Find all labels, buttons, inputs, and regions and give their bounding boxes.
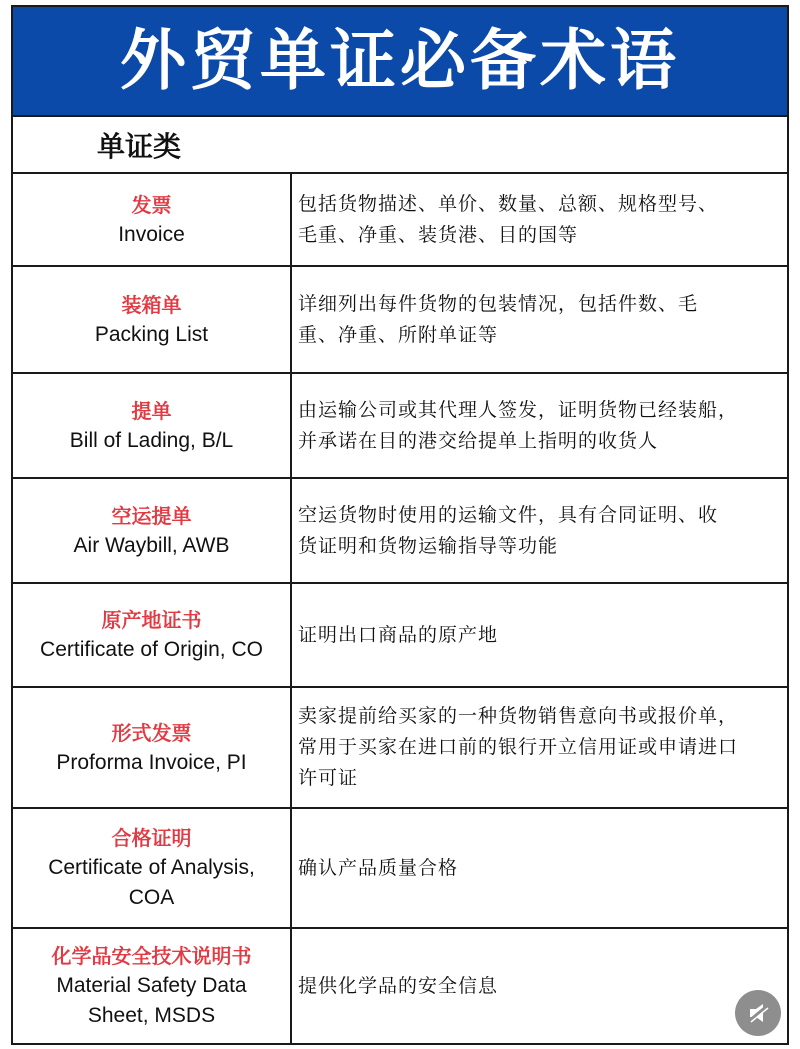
description-cell — [291, 583, 788, 687]
description-line: 证明出口商品的原产地 — [298, 623, 499, 646]
term-english: COA — [128, 886, 175, 909]
term-chinese: 提单 — [131, 398, 172, 423]
term-cell — [12, 928, 291, 1044]
term-cell — [12, 687, 291, 808]
description-line: 空运货物时使用的运输文件，具有合同证明、收 — [298, 503, 719, 526]
term-chinese: 化学品安全技术说明书 — [51, 944, 252, 968]
term-chinese: 空运提单 — [111, 503, 192, 528]
description-line: 确认产品质量合格 — [298, 856, 459, 879]
term-cell — [12, 478, 291, 583]
term-english: Bill of Lading, B/L — [69, 428, 234, 452]
term-english: Material Safety Data — [56, 974, 247, 997]
table-row — [12, 478, 788, 583]
description-cell — [291, 266, 788, 373]
table-row — [12, 928, 788, 1044]
term-cell — [12, 173, 291, 266]
page-title: 外贸单证必备术语 — [120, 22, 680, 99]
term-english: Certificate of Origin, CO — [40, 638, 263, 661]
description-cell — [291, 687, 788, 808]
table-row — [12, 266, 788, 373]
term-chinese: 原产地证书 — [101, 608, 202, 632]
table-row — [12, 583, 788, 687]
term-english: Certificate of Analysis, — [48, 856, 255, 879]
description-line: 详细列出每件货物的包装情况，包括件数、毛 — [298, 292, 699, 315]
description-line: 由运输公司或其代理人签发，证明货物已经装船， — [298, 398, 739, 421]
term-english: Air Waybill, AWB — [73, 533, 230, 557]
description-line: 许可证 — [298, 767, 359, 789]
description-cell — [291, 928, 788, 1044]
term-cell — [12, 808, 291, 928]
mute-button[interactable] — [735, 990, 781, 1036]
terms-table — [11, 172, 789, 1045]
description-line: 卖家提前给买家的一种货物销售意向书或报价单， — [298, 705, 739, 727]
term-english: Invoice — [118, 222, 185, 246]
term-cell — [12, 266, 291, 373]
description-line: 货证明和货物运输指导等功能 — [298, 534, 559, 557]
section-header — [11, 117, 789, 172]
description-line: 常用于买家在进口前的银行开立信用证或申请进口 — [298, 736, 739, 758]
description-line: 包括货物描述、单价、数量、总额、规格型号、 — [298, 192, 719, 215]
term-cell — [12, 373, 291, 478]
term-chinese: 发票 — [131, 192, 172, 217]
table-row — [12, 687, 788, 808]
term-english: Sheet, MSDS — [87, 1004, 216, 1027]
term-chinese: 合格证明 — [111, 826, 192, 850]
term-cell — [12, 583, 291, 687]
term-english: Packing List — [94, 322, 209, 346]
description-cell — [291, 478, 788, 583]
description-line: 提供化学品的安全信息 — [298, 974, 499, 997]
term-chinese: 形式发票 — [111, 720, 192, 745]
description-cell — [291, 808, 788, 928]
mute-speaker-icon — [745, 1000, 771, 1026]
description-cell — [291, 173, 788, 266]
section-title: 单证类 — [97, 129, 182, 163]
description-line: 重、净重、所附单证等 — [298, 323, 499, 346]
term-english: Proforma Invoice, PI — [56, 750, 247, 774]
title-banner — [11, 5, 789, 117]
term-chinese: 装箱单 — [121, 292, 182, 317]
table-row — [12, 373, 788, 478]
table-row — [12, 173, 788, 266]
description-line: 毛重、净重、装货港、目的国等 — [298, 223, 579, 246]
description-line: 并承诺在目的港交给提单上指明的收货人 — [298, 429, 659, 452]
table-row — [12, 808, 788, 928]
description-cell — [291, 373, 788, 478]
terms-sheet — [11, 5, 789, 1045]
